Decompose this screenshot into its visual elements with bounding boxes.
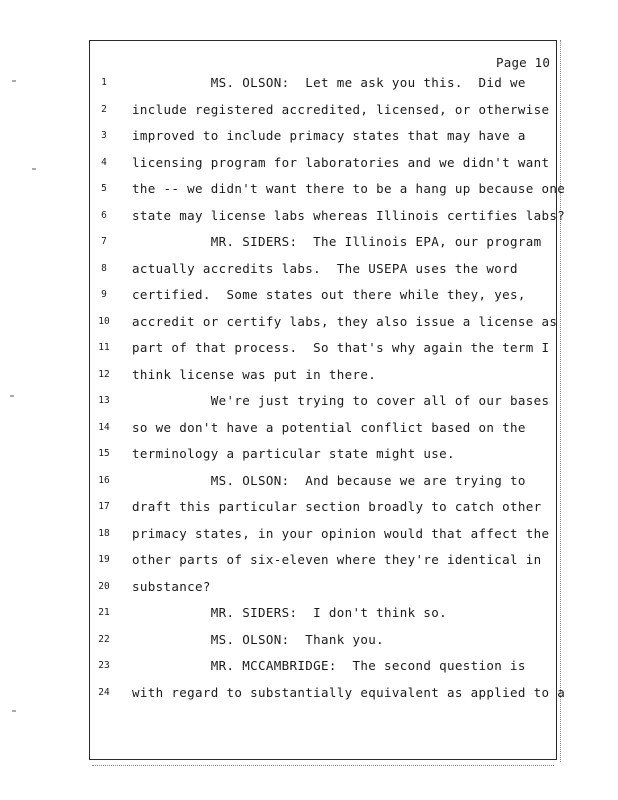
transcript-line (0, 552, 618, 572)
line-text: licensing program for laboratories and we didn't want (132, 154, 550, 170)
transcript-line (0, 632, 618, 652)
line-text: MR. SIDERS: I don't think so. (132, 605, 448, 620)
line-number: 6 (101, 209, 107, 221)
line-number: 23 (98, 660, 110, 671)
line-number: 7 (101, 236, 107, 247)
transcript-line (0, 420, 618, 440)
line-text: We're just trying to cover all of our bases (132, 393, 550, 408)
transcript-line (0, 340, 618, 360)
line-text: so we don't have a potential conflict based on the (132, 419, 526, 435)
line-text: the -- we didn't want there to be a hang up because one (132, 181, 566, 196)
line-text: think license was put in there. (132, 366, 377, 382)
line-text: accredit or certify labs, they also issue a license as (132, 313, 558, 329)
line-text: include registered accredited, licensed, or otherwise (132, 101, 550, 117)
line-text: MS. OLSON: Thank you. (132, 631, 385, 647)
line-text: draft this particular section broadly to catch other (132, 499, 542, 514)
line-text: MS. OLSON: And because we are trying to (132, 472, 526, 488)
line-text: primacy states, in your opinion would that affect the (132, 525, 550, 541)
transcript-line (0, 75, 618, 95)
line-text: MR. MCCAMBRIDGE: The second question is (132, 658, 526, 673)
line-number: 17 (98, 501, 110, 512)
line-text: with regard to substantially equivalent as applied to a (132, 684, 566, 700)
line-number: 14 (98, 421, 110, 433)
transcript-line (0, 155, 618, 175)
transcript-line (0, 473, 618, 493)
line-number: 2 (101, 103, 107, 115)
transcript-line (0, 287, 618, 307)
line-number: 12 (98, 368, 110, 380)
line-number: 15 (98, 448, 110, 459)
line-number: 10 (98, 315, 110, 327)
transcript-line (0, 181, 618, 201)
line-text: MS. OLSON: Let me ask you this. Did we (132, 75, 526, 90)
line-number: 13 (98, 395, 110, 406)
line-text: substance? (132, 578, 211, 594)
line-number: 5 (101, 183, 107, 194)
line-number: 3 (101, 130, 107, 141)
line-number: 16 (98, 474, 110, 486)
line-text: state may license labs whereas Illinois certifies labs? (132, 207, 566, 223)
transcript-line (0, 314, 618, 334)
line-number: 9 (101, 289, 107, 300)
transcript-line (0, 367, 618, 387)
transcript-line (0, 526, 618, 546)
line-number: 24 (98, 686, 110, 698)
line-text: other parts of six-eleven where they're identical in (132, 552, 542, 567)
transcript-line (0, 579, 618, 599)
transcript-line (0, 393, 618, 413)
line-number: 22 (98, 633, 110, 645)
transcript-line (0, 128, 618, 148)
line-number: 11 (98, 342, 110, 353)
transcript-line (0, 234, 618, 254)
transcript-line (0, 446, 618, 466)
transcript-line (0, 261, 618, 281)
line-text: improved to include primacy states that may have a (132, 128, 526, 143)
line-text: part of that process. So that's why again the term I (132, 340, 550, 355)
left-margin-mark (12, 710, 16, 712)
line-number: 21 (98, 607, 110, 618)
line-number: 20 (98, 580, 110, 592)
line-text: actually accredits labs. The USEPA uses the word (132, 260, 518, 276)
line-text: certified. Some states out there while they, yes, (132, 287, 526, 302)
transcript-line (0, 658, 618, 678)
line-text: MR. SIDERS: The Illinois EPA, our program (132, 234, 542, 249)
line-number: 19 (98, 554, 110, 565)
line-number: 1 (101, 77, 107, 88)
line-number: 18 (98, 527, 110, 539)
transcript-line (0, 499, 618, 519)
bottom-margin-dotted-line (92, 765, 554, 766)
page-number-label: Page 10 (496, 55, 551, 70)
line-number: 8 (101, 262, 107, 274)
transcript-line (0, 208, 618, 228)
transcript-line (0, 605, 618, 625)
line-text: terminology a particular state might use. (132, 446, 455, 461)
transcript-line (0, 102, 618, 122)
line-number: 4 (101, 156, 107, 168)
transcript-line (0, 685, 618, 705)
